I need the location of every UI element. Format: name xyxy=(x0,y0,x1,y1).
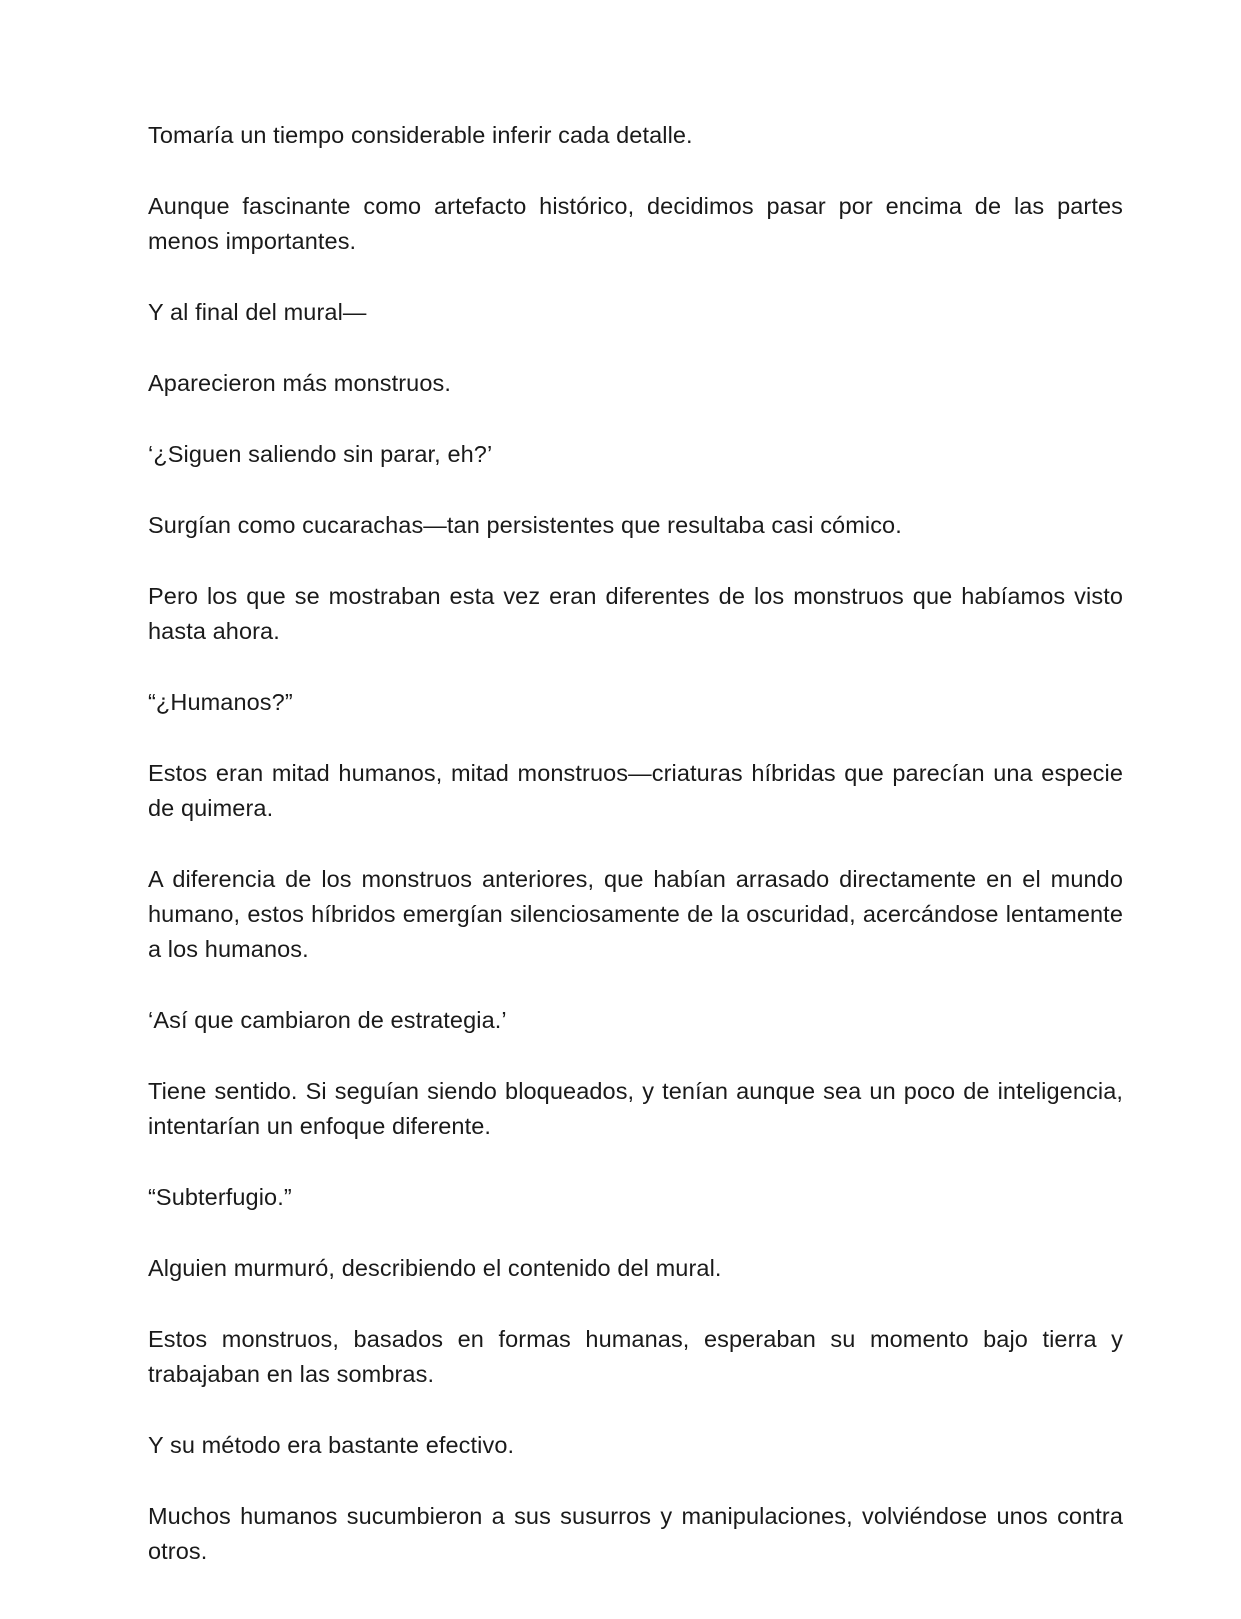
paragraph: “¿Humanos?” xyxy=(148,689,293,715)
paragraph: “Subterfugio.” xyxy=(148,1184,292,1210)
paragraph: Y su método era bastante efectivo. xyxy=(148,1432,515,1458)
paragraph: Aunque fascinante como artefacto histórico, decidimos pasar por encima de las partes menos importantes. xyxy=(148,193,1123,254)
paragraph: ‘Así que cambiaron de estrategia.’ xyxy=(148,1007,507,1033)
paragraph: Alguien murmuró, describiendo el contenido del mural. xyxy=(148,1255,722,1281)
paragraph: Y al final del mural— xyxy=(148,299,367,325)
paragraph: ‘¿Siguen saliendo sin parar, eh?’ xyxy=(148,441,493,467)
paragraph: Tiene sentido. Si seguían siendo bloqueados, y tenían aunque sea un poco de inteligencia, intentarían un enfoque diferente. xyxy=(148,1078,1123,1139)
document-body xyxy=(148,118,1123,1605)
paragraph: Estos monstruos, basados en formas humanas, esperaban su momento bajo tierra y trabajaban en las sombras. xyxy=(148,1326,1123,1387)
paragraph: Surgían como cucarachas—tan persistentes que resultaba casi cómico. xyxy=(148,512,902,538)
paragraph: Aparecieron más monstruos. xyxy=(148,370,452,396)
paragraph: A diferencia de los monstruos anteriores, que habían arrasado directamente en el mundo humano, estos híbridos emergían silenciosamente de la oscuridad, acercándose lentamente a los humanos. xyxy=(148,866,1123,962)
paragraph: Muchos humanos sucumbieron a sus susurros y manipulaciones, volviéndose unos contra otros. xyxy=(148,1503,1123,1564)
paragraph: Pero los que se mostraban esta vez eran diferentes de los monstruos que habíamos visto hasta ahora. xyxy=(148,583,1123,644)
paragraph: Estos eran mitad humanos, mitad monstruos—criaturas híbridas que parecían una especie de quimera. xyxy=(148,760,1123,821)
paragraph: Tomaría un tiempo considerable inferir cada detalle. xyxy=(148,122,693,148)
